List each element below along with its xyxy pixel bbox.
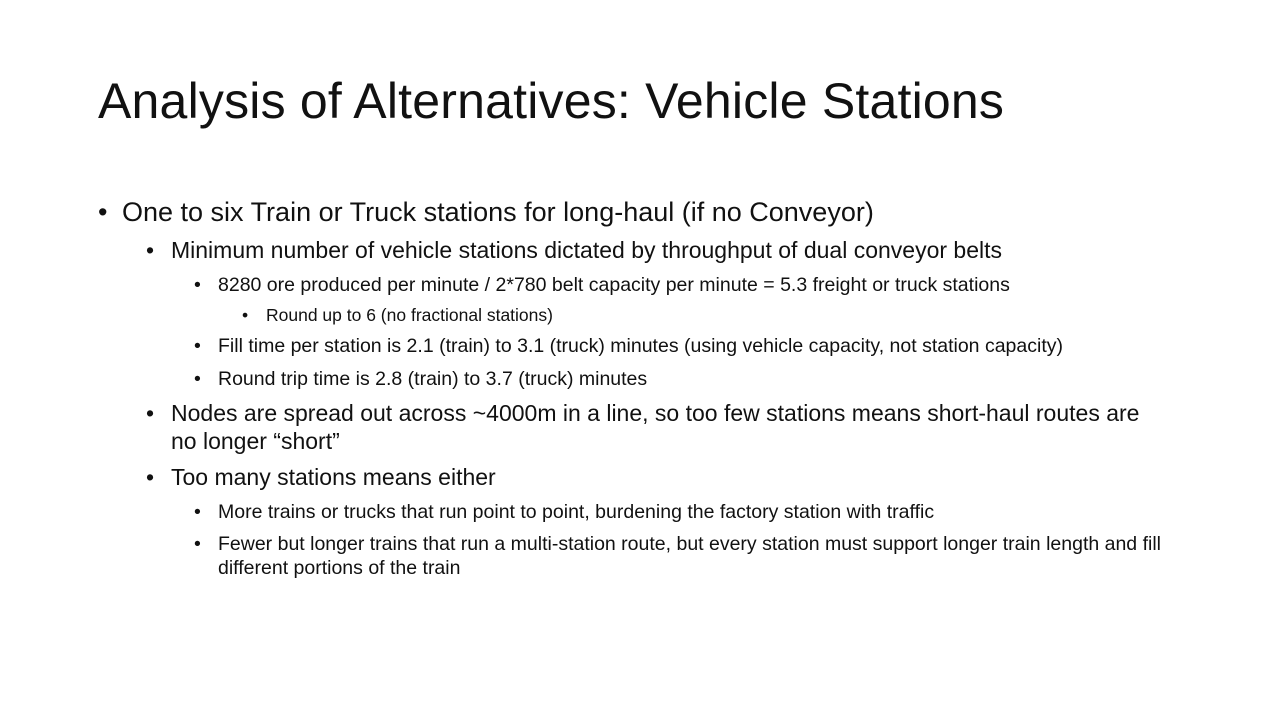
bullet-item-4	[0, 305, 1166, 326]
bullet-text: More trains or trucks that run point to point, burdening the factory station with traffic	[218, 500, 935, 523]
bullet-text: One to six Train or Truck stations for long-haul (if no Conveyor)	[122, 197, 874, 227]
bullet-text: Nodes are spread out across ~4000m in a line, so too few stations means short-haul routes are no longer “short”	[171, 400, 1140, 454]
bullet-item-1	[0, 196, 1222, 228]
bullet-icon: •	[194, 367, 201, 390]
bullet-item-2	[0, 237, 1171, 265]
bullet-item-10	[0, 533, 1188, 580]
bullet-icon: •	[146, 464, 155, 491]
slide-title: Analysis of Alternatives: Vehicle Stations	[98, 73, 1005, 129]
bullet-icon: •	[98, 197, 108, 227]
bullet-icon: •	[194, 273, 201, 296]
bullet-list	[0, 196, 1280, 580]
bullet-text: 8280 ore produced per minute / 2*780 belt capacity per minute = 5.3 freight or truck stations	[218, 273, 1010, 296]
bullet-text: Too many stations means either	[171, 464, 496, 491]
bullet-icon: •	[242, 305, 249, 326]
bullet-text: Round trip time is 2.8 (train) to 3.7 (truck) minutes	[218, 367, 648, 390]
bullet-icon: •	[146, 237, 155, 264]
bullet-item-3	[0, 274, 1188, 297]
bullet-icon: •	[194, 533, 201, 556]
bullet-item-7	[0, 400, 1171, 455]
bullet-item-6	[0, 368, 1188, 391]
bullet-text: Round up to 6 (no fractional stations)	[266, 305, 553, 326]
bullet-icon: •	[146, 400, 155, 427]
bullet-text: Minimum number of vehicle stations dictated by throughput of dual conveyor belts	[171, 237, 1002, 264]
bullet-item-8	[0, 464, 1171, 492]
bullet-text: Fewer but longer trains that run a multi-station route, but every station must support longer train length and fill different portions of the train	[218, 533, 1161, 579]
bullet-item-9	[0, 501, 1188, 524]
bullet-icon: •	[194, 500, 201, 523]
bullet-icon: •	[194, 335, 201, 358]
bullet-text: Fill time per station is 2.1 (train) to 3.1 (truck) minutes (using vehicle capacity, not station capacity)	[218, 335, 1063, 358]
bullet-item-5	[0, 335, 1188, 358]
